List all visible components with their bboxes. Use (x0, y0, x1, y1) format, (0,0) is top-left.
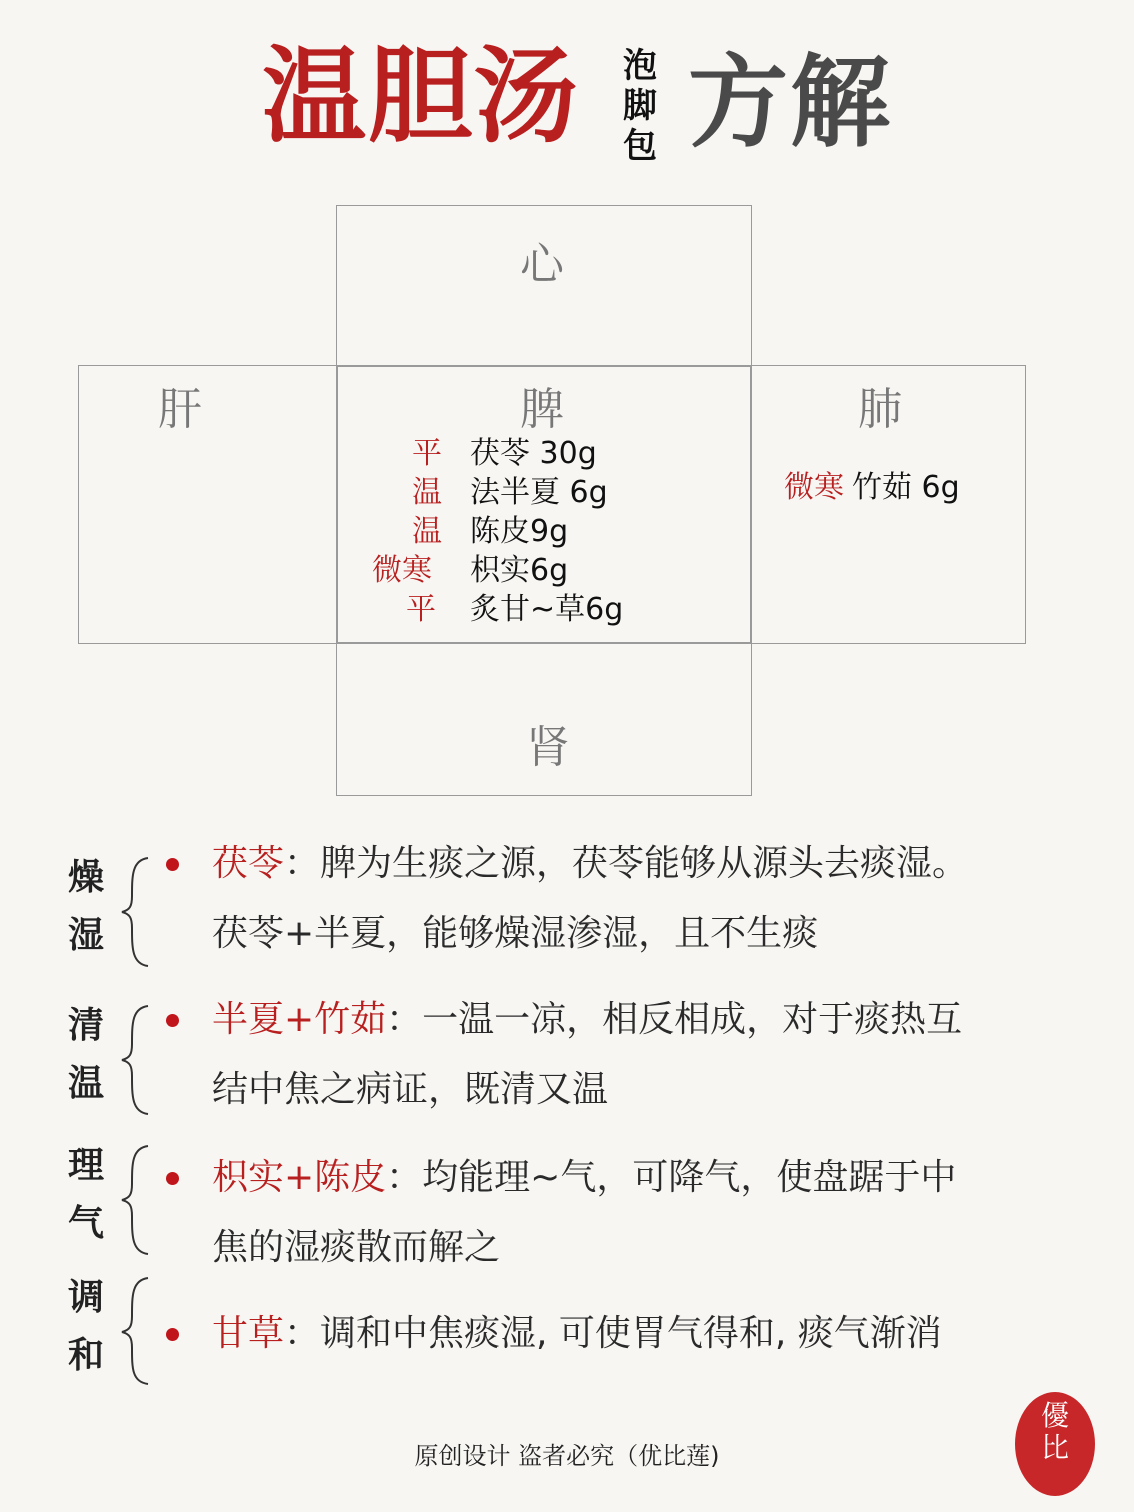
title-subtitle (620, 46, 660, 166)
organ-liver: 肝 (158, 384, 202, 435)
explanation-text: ：一温一凉，相反相成，对于痰热互 (386, 999, 963, 1040)
organ-spleen: 脾 (520, 384, 564, 435)
group-label (64, 1268, 108, 1384)
explanation-line (212, 1000, 962, 1040)
bullet-icon (166, 858, 179, 871)
seal-char: 比 (1040, 1431, 1069, 1464)
brace-icon (118, 1004, 152, 1116)
organ-heart: 心 (520, 239, 564, 290)
organ-kidney: 肾 (526, 722, 570, 773)
explanation-key: 茯苓 (212, 843, 285, 884)
explanation-text: ：调和中焦痰湿, 可使胃气得和, 痰气渐消 (284, 1313, 942, 1354)
seal-char: 優 (1040, 1399, 1069, 1432)
bullet-icon (166, 1328, 179, 1341)
herb-nature: 平 (412, 436, 442, 471)
explanation-key: 枳实+陈皮 (212, 1157, 387, 1198)
group-label-text: 调和 (67, 1276, 104, 1376)
herb-nature: 微寒 (372, 553, 432, 588)
herb-nature: 温 (412, 514, 442, 549)
explanation-key: 半夏+竹茹 (212, 999, 387, 1040)
herb-nature: 平 (406, 592, 436, 627)
title-sub-char: 泡 (623, 46, 657, 86)
page-title: 温胆汤 (262, 34, 581, 157)
herb-name: 枳实6g (470, 553, 569, 588)
seal-text (1015, 1400, 1095, 1464)
herb-name: 炙甘~草6g (470, 592, 624, 627)
explanation-line (212, 1314, 942, 1354)
herb-name: 茯苓 30g (470, 436, 597, 471)
brace-icon (118, 856, 152, 968)
herb-name: 陈皮9g (470, 514, 569, 549)
copyright-footer: 原创设计 盗者必究（优比莲) (414, 1442, 720, 1470)
bullet-icon (166, 1172, 179, 1185)
title-sub-char: 脚 (623, 86, 657, 126)
brace-icon (118, 1276, 152, 1386)
group-label-text: 理气 (67, 1144, 104, 1244)
explanation-text: ：脾为生痰之源，茯苓能够从源头去痰湿。 (284, 843, 969, 884)
herb-nature: 微寒 (784, 470, 844, 505)
title-suffix: 方解 (688, 43, 892, 161)
herb-nature: 温 (412, 475, 442, 510)
explanation-line: 茯苓+半夏，能够燥湿渗湿，且不生痰 (212, 913, 819, 954)
explanation-line: 焦的湿痰散而解之 (212, 1227, 501, 1268)
explanation-text: ：均能理~气，可降气，使盘踞于中 (386, 1157, 957, 1198)
organ-lung: 肺 (858, 384, 902, 435)
herb-name: 法半夏 6g (470, 475, 608, 510)
explanation-line (212, 1158, 956, 1198)
group-label (64, 848, 108, 964)
herb-name: 竹茹 6g (852, 470, 960, 505)
group-label-text: 清温 (67, 1004, 104, 1104)
liver-box (78, 365, 338, 644)
explanation-line (212, 844, 968, 884)
bullet-icon (166, 1014, 179, 1027)
seal-logo (1015, 1392, 1095, 1496)
group-label-text: 燥湿 (67, 856, 104, 956)
title-sub-char: 包 (623, 126, 657, 166)
explanation-line: 结中焦之病证，既清又温 (212, 1069, 609, 1110)
group-label (64, 996, 108, 1112)
group-label (64, 1136, 108, 1252)
brace-icon (118, 1144, 152, 1256)
explanation-key: 甘草 (212, 1313, 285, 1354)
